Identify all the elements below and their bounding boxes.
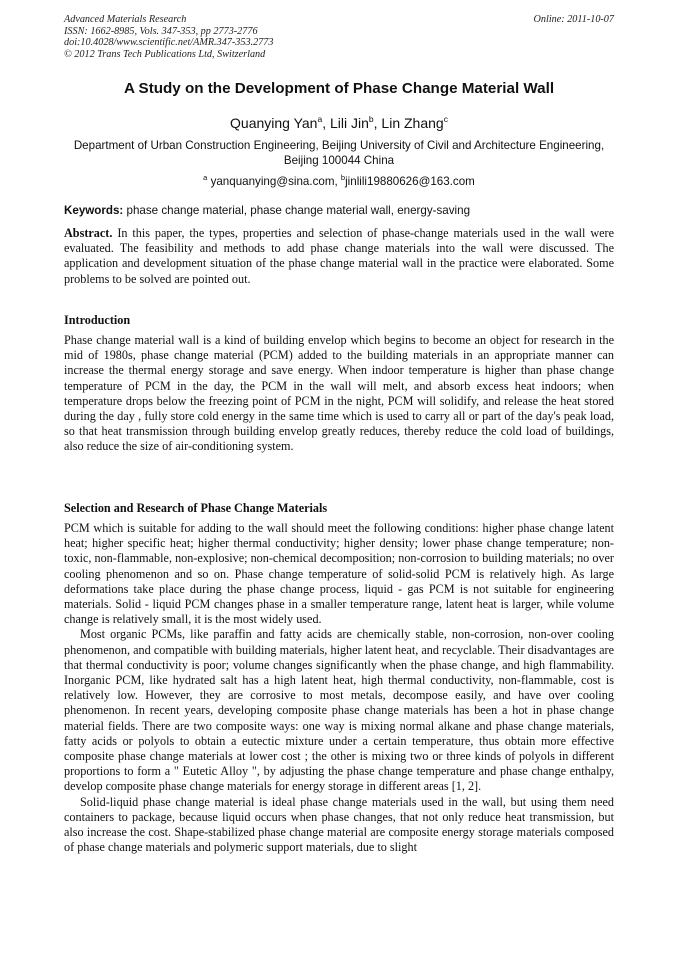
- abstract: [64, 226, 614, 287]
- author-separator: ,: [373, 115, 382, 131]
- author-separator: ,: [322, 115, 330, 131]
- section-body: [64, 521, 614, 855]
- doi-line: doi:10.4028/www.scientific.net/AMR.347-353.2773: [64, 37, 274, 49]
- abstract-text: In this paper, the types, properties and selection of phase-change materials used in the wall were evaluated. The feasibility and methods to add phase change materials into the wall were discussed. The application and development situation of the phase change material wall in the practice were elaborated. Some problems to be solved are pointed out.: [64, 226, 615, 286]
- author-list: [40, 114, 638, 131]
- issn-line: ISSN: 1662-8985, Vols. 347-353, pp 2773-2776: [64, 25, 258, 37]
- author-name: Lili Jin: [330, 115, 369, 131]
- keywords-line: [64, 204, 618, 217]
- paragraph: Phase change material wall is a kind of building envelop which begins to become an object for research in the mid of 1980s, phase change material (PCM) added to the building materials in an appropriate manner can increase the thermal energy storage and save energy. When indoor temperature is higher than phase change temperature of PCM in the day, the PCM in the wall will melt, and absorb excess heat indoors; when temperature drops below the freezing point of PCM in the night, PCM will solidify, and release the heat stored during the day , fully store cold energy in the same time which is used to carry all or part of the day's peak load, so that heat transmission through building envelop greatly reduces, thereby reduce the cold load of buildings, also reduce the size of air-conditioning system.: [64, 333, 614, 454]
- email-superscript: a: [203, 173, 208, 182]
- email-link[interactable]: jinlili19880626@163.com: [345, 175, 475, 188]
- copyright-line: © 2012 Trans Tech Publications Ltd, Switzerland: [64, 48, 266, 60]
- abstract-label: Abstract.: [64, 226, 113, 240]
- journal-name: Advanced Materials Research: [64, 14, 187, 25]
- journal-header: [64, 14, 273, 60]
- keywords-text: phase change material, phase change material wall, energy-saving: [126, 204, 471, 217]
- author-emails: [40, 173, 638, 188]
- section-heading: Selection and Research of Phase Change Materials: [64, 501, 328, 515]
- paragraph: PCM which is suitable for adding to the wall should meet the following conditions: higher phase change latent heat; higher specific heat; higher thermal conductivity; higher density; lower phase change temperature; non-toxic, non-flammable, non-explosive; non-chemical decomposition; non-corrosion to building materials; no over cooling phenomenon and so on. Phase change temperature of solid-solid PCM is relatively high. As large deformations take place during the phase change process, liquid - gas PCM is not suitable for engineering materials. Solid - liquid PCM changes phase in a smaller temperature range, latent heat is larger, while volume change is relatively small, it is the most widely used.: [64, 521, 614, 627]
- author-superscript: a: [317, 114, 323, 124]
- paragraph: Solid-liquid phase change material is ideal phase change materials used in the wall, but using them need containers to package, because liquid occurs when phase changes, that not only reduce heat transmission, but also increase the cost. Shape-stabilized phase change material are composite energy storage materials composed of phase change materials and polymeric support materials, due to slight: [64, 794, 614, 855]
- author-name: Quanying Yan: [230, 115, 318, 131]
- online-date: Online: 2011-10-07: [533, 14, 614, 25]
- section-body: [64, 333, 614, 455]
- section-heading: Introduction: [64, 313, 131, 327]
- keywords-label: Keywords:: [64, 204, 124, 217]
- email-link[interactable]: yanquanying@sina.com,: [210, 175, 341, 188]
- paper-title: A Study on the Development of Phase Change Material Wall: [123, 80, 555, 97]
- author-superscript: b: [368, 114, 374, 124]
- author-name: Lin Zhang: [381, 115, 444, 131]
- paragraph: Most organic PCMs, like paraffin and fatty acids are chemically stable, non-corrosion, non-over cooling phenomenon, and compatible with building materials, higher latent heat, and recyclable. Their disadvantages are that thermal conductivity is poor; volume changes significantly when the phase change, and high flammability. Inorganic PCM, like hydrated salt has a high latent heat, high thermal conductivity, non-flammable, cost is relatively low. However, they are corrosive to most metals, decompose easily, and have over cooling phenomenon. In recent years, developing composite phase change materials has been a hot in phase change material fields. There are two composite ways: one way is mixing normal alkane and phase change materials, fatty acids or polyols to obtain a eutectic mixture under a certain temperature, thus obtain more effective composite phase change materials at lower cost ; the other is mixing two or three kinds of polyols in different proportions to form a " Eutetic Alloy ", by adjusting the phase change temperature and phase change enthalpy, develop composite phase change materials for energy storage in different areas [1, 2].: [64, 627, 614, 794]
- email-superscript: b: [340, 173, 346, 182]
- author-superscript: c: [443, 114, 448, 124]
- affiliation: Department of Urban Construction Engineering, Beijing University of Civil and Architecture Engineering, Beijing 100044 China: [73, 139, 605, 167]
